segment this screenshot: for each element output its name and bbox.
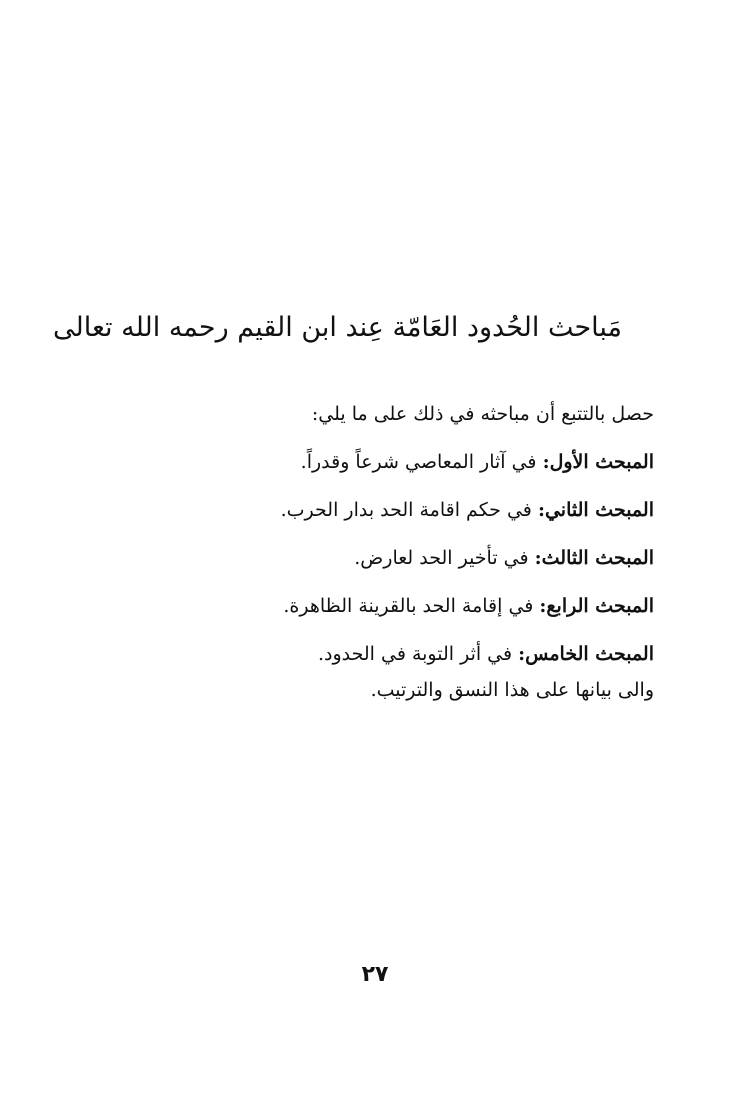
topics-list: [94, 440, 654, 680]
topic-label: المبحث الخامس:: [518, 643, 654, 665]
chapter-title: مَباحث الحُدود العَامّة عِند ابن القيم رحمه الله تعالى: [53, 312, 622, 343]
topic-text: في إقامة الحد بالقرينة الظاهرة.: [283, 595, 534, 617]
list-item: [94, 584, 654, 632]
intro-paragraph: حصل بالتتبع أن مباحثه في ذلك على ما يلي:: [311, 403, 654, 425]
page-number: ٢٧: [361, 962, 389, 987]
closing-paragraph: والى بيانها على هذا النسق والترتيب.: [370, 679, 654, 701]
topic-text: في أثر التوبة في الحدود.: [317, 643, 513, 665]
list-item: [94, 440, 654, 488]
topic-text: في تأخير الحد لعارض.: [354, 547, 529, 569]
topic-label: المبحث الثاني:: [537, 499, 654, 521]
topic-text: في حكم اقامة الحد بدار الحرب.: [280, 499, 532, 521]
topic-text: في آثار المعاصي شرعاً وقدراً.: [300, 451, 537, 473]
topic-label: المبحث الأول:: [542, 451, 654, 473]
topic-label: المبحث الثالث:: [534, 547, 654, 569]
list-item: [94, 536, 654, 584]
list-item: [94, 488, 654, 536]
topic-label: المبحث الرابع:: [539, 595, 654, 617]
